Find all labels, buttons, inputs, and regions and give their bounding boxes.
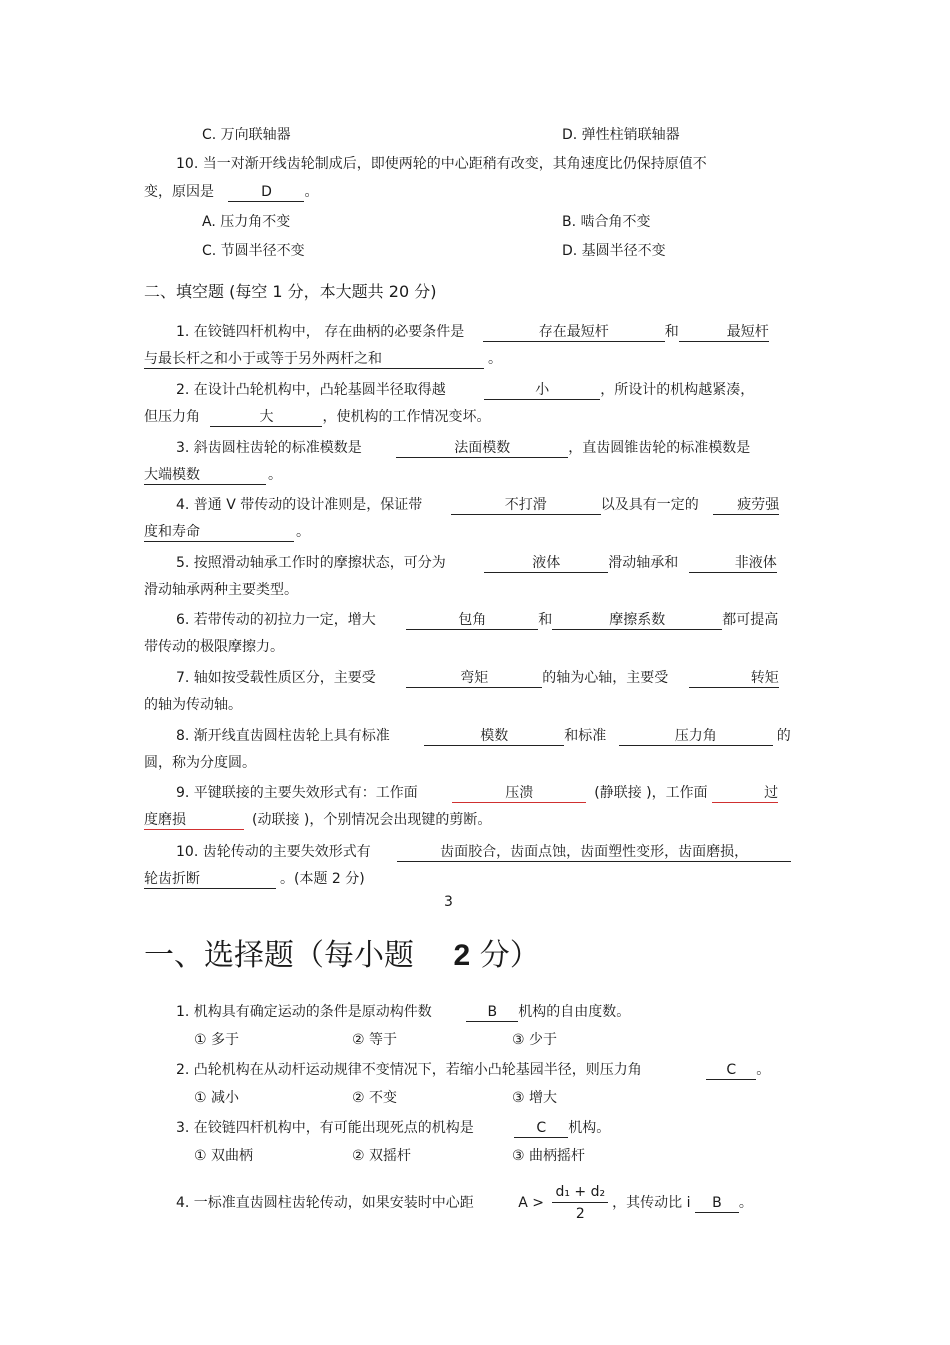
fill-q1-answer2a: 最短杆: [679, 323, 769, 342]
fill-q2-stem2: 但压力角: [144, 409, 200, 425]
fill-q6-line2: 带传动的极限摩擦力。: [144, 639, 284, 655]
fill-q4-answer1: 不打滑: [451, 496, 601, 515]
choice-q4-post: 。: [738, 1195, 753, 1211]
fill-q7-line2: 的轴为传动轴。: [144, 697, 242, 713]
choice-q1: [176, 1002, 630, 1022]
choice-q4-mid: ，其传动比 i: [612, 1195, 691, 1211]
choice-title-post: 分）: [479, 938, 540, 973]
choice-q1-answer: B: [466, 1003, 518, 1022]
choice-section-title: [144, 936, 540, 976]
fill-q1-end: 。: [488, 351, 502, 367]
fill-q7-stem: 7. 轴如按受载性质区分，主要受: [176, 670, 376, 686]
choice-title-number: 2: [453, 939, 471, 972]
fill-q9-answer2a: 过: [712, 784, 778, 803]
choice-q4-answer: B: [695, 1194, 739, 1213]
fill-q9-line2: [144, 810, 491, 830]
fill-q4-line1: [176, 495, 779, 515]
choice-q2-post: 。: [756, 1062, 771, 1078]
fill-q1-and: 和: [664, 324, 679, 340]
fill-q4-mid: 以及具有一定的: [600, 497, 699, 513]
fill-section-title: 二、填空题 (每空 1 分，本大题共 20 分): [144, 282, 437, 301]
fill-q3-line2: [144, 465, 282, 485]
q10-stem-pre: 变，原因是: [144, 184, 214, 200]
fill-q4-end: 。: [296, 524, 310, 540]
center-distance-formula: [552, 1182, 608, 1225]
fill-q6-answer1: 包角: [406, 611, 538, 630]
fill-q3-answer1: 法面模数: [396, 439, 568, 458]
fill-q7-line1: [176, 668, 779, 688]
choice-q2-option-2: ② 不变: [352, 1090, 398, 1106]
fill-q4-answer2b: 度和寿命: [144, 523, 294, 542]
fill-q6-answer2: 摩擦系数: [552, 611, 722, 630]
formula-numerator: d₁ + d₂: [552, 1182, 608, 1203]
fill-q10-answer1b: 轮齿折断: [144, 870, 276, 889]
fill-q2-line1: [176, 380, 754, 400]
q10-answer: D: [228, 183, 304, 202]
q9-option-c: C. 万向联轴器: [202, 127, 291, 143]
fill-q7-mid: 的轴为心轴，主要受: [542, 670, 669, 686]
formula-denominator: 2: [575, 1205, 585, 1222]
fill-q3-mid: ，直齿圆锥齿轮的标准模数是: [568, 440, 751, 456]
choice-q3-stem: 3. 在铰链四杆机构中，有可能出现死点的机构是: [176, 1120, 474, 1136]
choice-q3-option-1: ① 双曲柄: [194, 1148, 254, 1164]
q10-option-d: D. 基圆半径不变: [562, 243, 666, 259]
fill-q5-answer1: 液体: [484, 554, 608, 573]
q10-stem-line2: [144, 182, 318, 202]
fill-q8-mid: 和标准: [564, 728, 607, 744]
choice-title-pre: 一、选择题（每小题: [144, 938, 414, 973]
fill-q5-mid: 滑动轴承和: [608, 555, 679, 571]
choice-q2-stem: 2. 凸轮机构在从动杆运动规律不变情况下，若缩小凸轮基园半径，则压力角: [176, 1062, 642, 1078]
fill-q4-line2: [144, 522, 310, 542]
choice-q2: [176, 1060, 770, 1080]
fill-q1-line2: [144, 349, 502, 369]
fill-q10-end: 。(本题 2 分): [280, 871, 365, 887]
q10-stem-line1: 10. 当一对渐开线齿轮制成后，即使两轮的中心距稍有改变，其角速度比仍保持原值不: [176, 156, 707, 172]
choice-q1-option-2: ② 等于: [352, 1032, 398, 1048]
choice-q3-answer: C: [514, 1119, 568, 1138]
fill-q6-stem: 6. 若带传动的初拉力一定，增大: [176, 612, 376, 628]
fill-q8-stem: 8. 渐开线直齿圆柱齿轮上具有标准: [176, 728, 390, 744]
fill-q7-answer2: 转矩: [689, 669, 779, 688]
fill-q9-stem: 9. 平键联接的主要失效形式有：工作面: [176, 785, 418, 801]
fill-q1-stem: 1. 在铰链四杆机构中， 存在曲柄的必要条件是: [176, 324, 465, 340]
choice-q2-option-1: ① 减小: [194, 1090, 240, 1106]
fill-q4-answer2a: 疲劳强: [713, 496, 779, 515]
fill-q2-end: ，使机构的工作情况变坏。: [322, 409, 491, 425]
fill-q9-answer2b: 度磨损: [144, 811, 244, 830]
fill-q9-line1: [176, 783, 778, 803]
fill-q2-mid: ，所设计的机构越紧凑，: [600, 382, 755, 398]
fill-q8-line1: [176, 726, 791, 746]
choice-q4-stem: 4. 一标准直齿圆柱齿轮传动，如果安装时中心距: [176, 1195, 474, 1211]
choice-q3-option-2: ② 双摇杆: [352, 1148, 412, 1164]
fill-q1-answer1: 存在最短杆: [483, 323, 665, 342]
choice-q2-answer: C: [706, 1061, 756, 1080]
fill-q4-stem: 4. 普通 V 带传动的设计准则是，保证带: [176, 497, 423, 513]
fill-q8-answer1: 模数: [424, 727, 564, 746]
fill-q2-stem: 2. 在设计凸轮机构中，凸轮基圆半径取得越: [176, 382, 446, 398]
q10-option-b: B. 啮合角不变: [562, 214, 651, 230]
fill-q3-stem: 3. 斜齿圆柱齿轮的标准模数是: [176, 440, 362, 456]
fill-q6-and: 和: [538, 612, 553, 628]
fill-q8-end: 的: [776, 728, 791, 744]
fill-q10-line2: [144, 869, 365, 889]
fill-q6-line1: [176, 610, 778, 630]
fill-q3-end: 。: [268, 467, 282, 483]
choice-q4: [176, 1180, 753, 1226]
fill-q5-stem: 5. 按照滑动轴承工作时的摩擦状态，可分为: [176, 555, 446, 571]
fill-q3-line1: [176, 438, 750, 458]
q10-option-a: A. 压力角不变: [202, 214, 291, 230]
choice-q1-stem: 1. 机构具有确定运动的条件是原动构件数: [176, 1004, 432, 1020]
fill-q10-line1: [176, 842, 791, 862]
choice-q4-formula-lhs: A >: [518, 1195, 545, 1211]
fill-q8-line2: 圆，称为分度圆。: [144, 755, 256, 771]
choice-q2-option-3: ③ 增大: [512, 1090, 558, 1106]
fill-q8-answer2: 压力角: [619, 727, 773, 746]
fill-q5-line1: [176, 553, 777, 573]
fill-q9-end: (动联接 )，个别情况会出现键的剪断。: [252, 812, 492, 828]
fill-q9-answer1: 压溃: [452, 784, 586, 803]
fill-q5-line2: 滑动轴承两种主要类型。: [144, 582, 298, 598]
choice-q1-post: 机构的自由度数。: [518, 1004, 631, 1020]
fill-q6-mid: 都可提高: [722, 612, 779, 628]
choice-q3-post: 机构。: [568, 1120, 611, 1136]
fill-q1-line1: [176, 322, 769, 342]
q10-stem-post: 。: [304, 184, 319, 200]
fill-q2-line2: [144, 407, 490, 427]
fill-q2-answer1: 小: [484, 381, 600, 400]
choice-q3-option-3: ③ 曲柄摇杆: [512, 1148, 586, 1164]
fill-q1-answer2b: 与最长杆之和小于或等于另外两杆之和: [144, 350, 484, 369]
fill-q5-answer2: 非液体: [689, 554, 777, 573]
choice-q1-option-3: ③ 少于: [512, 1032, 558, 1048]
choice-q1-option-1: ① 多于: [194, 1032, 240, 1048]
page-number: 3: [444, 894, 453, 910]
choice-q3: [176, 1118, 610, 1138]
fill-q9-mid: (静联接 )，工作面: [594, 785, 708, 801]
q10-option-c: C. 节圆半径不变: [202, 243, 305, 259]
fill-q7-answer1: 弯矩: [406, 669, 542, 688]
q9-option-d: D. 弹性柱销联轴器: [562, 127, 680, 143]
fill-q2-answer2: 大: [210, 408, 322, 427]
fill-q3-answer2: 大端模数: [144, 466, 266, 485]
fill-q10-stem: 10. 齿轮传动的主要失效形式有: [176, 844, 371, 860]
fill-q10-answer1: 齿面胶合，齿面点蚀，齿面塑性变形，齿面磨损，: [397, 843, 791, 862]
